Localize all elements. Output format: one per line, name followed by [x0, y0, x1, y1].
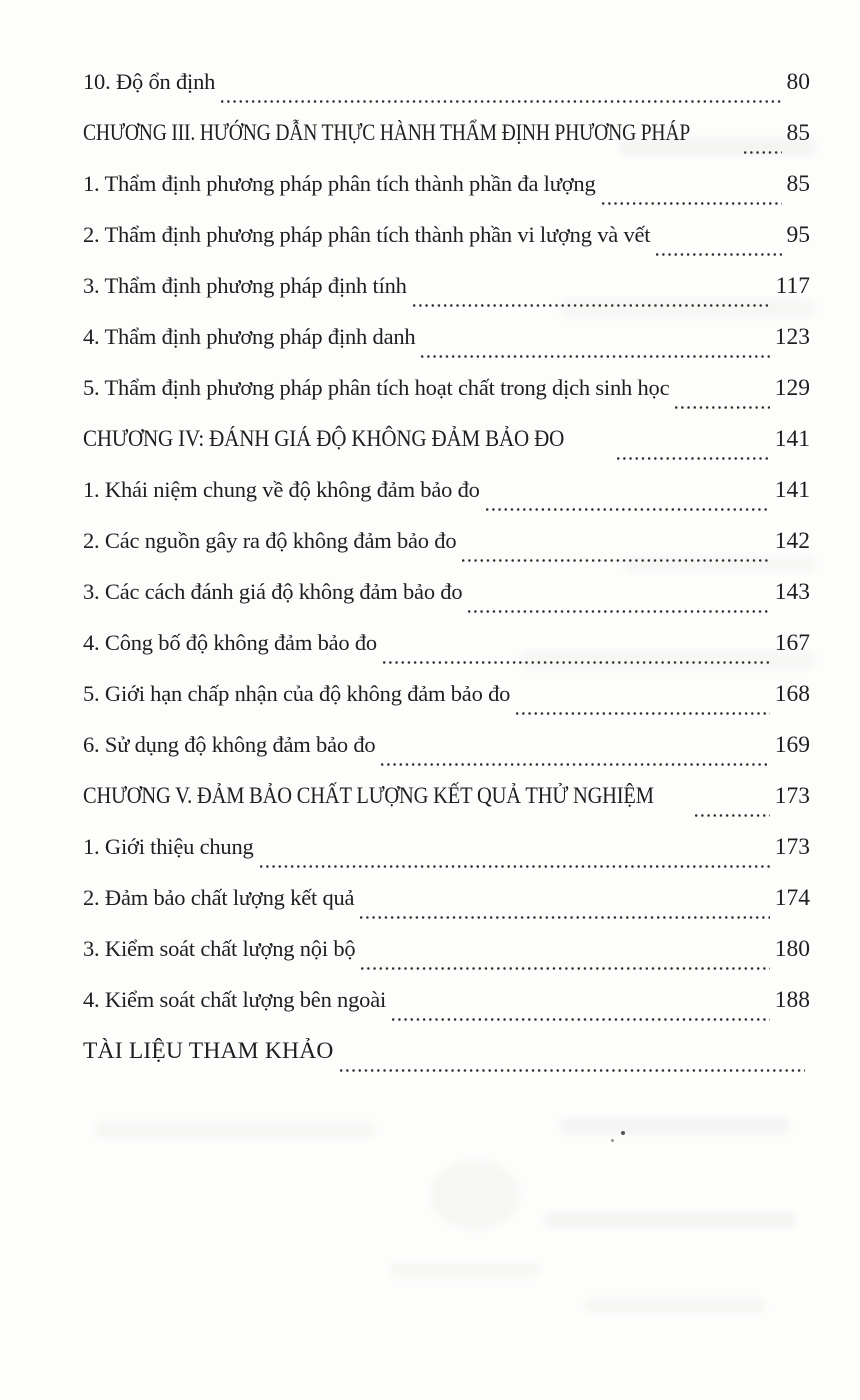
- dot-leader: [744, 151, 782, 154]
- toc-chapter-entry: [83, 783, 810, 834]
- toc-entry-page: 85: [786, 171, 810, 197]
- toc-entry-label: 4. Kiểm soát chất lượng bên ngoài: [83, 987, 387, 1012]
- toc-entry: [83, 834, 810, 885]
- toc-entry-page: 169: [774, 732, 810, 758]
- toc-entry-label: 4. Thẩm định phương pháp định danh: [83, 324, 416, 349]
- toc-entry: [83, 732, 810, 783]
- toc-entry-label: 5. Thẩm định phương pháp phân tích hoạt chất trong dịch sinh học: [83, 375, 670, 400]
- scan-artifact: [390, 1262, 540, 1277]
- toc-entry-page: 188: [774, 987, 810, 1013]
- toc-entry: [83, 273, 810, 324]
- toc-chapter-entry: [83, 426, 810, 477]
- toc-entry-page: 129: [774, 375, 810, 401]
- toc-entry-page: 168: [774, 681, 810, 707]
- toc-entry: [83, 69, 810, 120]
- dot-leader: [516, 712, 770, 715]
- scan-artifact: [545, 1212, 795, 1228]
- scan-artifact: [585, 1298, 765, 1313]
- toc-entry: [83, 375, 810, 426]
- dot-leader: [361, 967, 769, 970]
- toc-entry-label: 4. Công bố độ không đảm bảo đo: [83, 630, 377, 655]
- toc-entry-page: 117: [775, 273, 810, 299]
- toc-entry: [83, 222, 810, 273]
- dot-leader: [421, 355, 769, 358]
- toc-entry: [83, 579, 810, 630]
- scan-artifact: [560, 1118, 790, 1134]
- dot-leader: [360, 916, 769, 919]
- toc-entry-label: TÀI LIỆU THAM KHẢO: [83, 1038, 334, 1064]
- toc-entry-label: CHƯƠNG V. ĐẢM BẢO CHẤT LƯỢNG KẾT QUẢ THỬ NGHIỆM: [83, 783, 654, 808]
- toc-entry-label: 10. Độ ổn định: [83, 69, 216, 94]
- toc-entry-page: 80: [786, 69, 810, 95]
- toc-entry-label: 2. Thẩm định phương pháp phân tích thành phần vi lượng và vết: [83, 222, 651, 247]
- dot-leader: [260, 865, 770, 868]
- toc-entry-page: 173: [774, 783, 810, 809]
- table-of-contents: [83, 69, 810, 1089]
- dot-leader: [617, 457, 770, 460]
- scan-speck: [621, 1131, 625, 1135]
- toc-entry-label: CHƯƠNG IV: ĐÁNH GIÁ ĐỘ KHÔNG ĐẢM BẢO ĐO: [83, 426, 565, 451]
- toc-entry: [83, 885, 810, 936]
- toc-entry: [83, 681, 810, 732]
- toc-entry-label: 1. Giới thiệu chung: [83, 834, 254, 859]
- toc-entry-label: 5. Giới hạn chấp nhận của độ không đảm bảo đo: [83, 681, 511, 706]
- dot-leader: [383, 661, 770, 664]
- dot-leader: [221, 100, 781, 103]
- toc-entry-page: 180: [774, 936, 810, 962]
- toc-entry: [83, 630, 810, 681]
- toc-entry: [83, 171, 810, 222]
- toc-entry-label: 2. Các nguồn gây ra độ không đảm bảo đo: [83, 528, 457, 553]
- toc-entry-page: 142: [774, 528, 810, 554]
- toc-entry-label: CHƯƠNG III. HƯỚNG DẪN THỰC HÀNH THẨM ĐỊNH PHƯƠNG PHÁP: [83, 120, 691, 145]
- dot-leader: [602, 202, 782, 205]
- toc-entry-label: 2. Đảm bảo chất lượng kết quả: [83, 885, 355, 910]
- scan-artifact: [95, 1122, 375, 1138]
- scan-speck: [611, 1139, 614, 1142]
- toc-entry: [83, 324, 810, 375]
- dot-leader: [656, 253, 781, 256]
- toc-entry: [83, 477, 810, 528]
- toc-entry-label: 1. Khái niệm chung về độ không đảm bảo đo: [83, 477, 480, 502]
- dot-leader: [695, 814, 770, 817]
- dot-leader: [381, 763, 769, 766]
- toc-reference-entry: [83, 1038, 810, 1089]
- toc-entry-label: 3. Các cách đánh giá độ không đảm bảo đo: [83, 579, 463, 604]
- toc-entry-page: 174: [774, 885, 810, 911]
- toc-entry-label: 3. Kiểm soát chất lượng nội bộ: [83, 936, 356, 961]
- toc-entry-page: 85: [786, 120, 810, 146]
- toc-entry: [83, 936, 810, 987]
- toc-entry-page: 167: [774, 630, 810, 656]
- toc-entry: [83, 528, 810, 579]
- dot-leader: [486, 508, 770, 511]
- toc-entry-label: 3. Thẩm định phương pháp định tính: [83, 273, 407, 298]
- dot-leader: [340, 1069, 805, 1072]
- toc-chapter-entry: [83, 120, 810, 171]
- dot-leader: [675, 406, 769, 409]
- toc-entry: [83, 987, 810, 1038]
- dot-leader: [468, 610, 769, 613]
- scan-artifact: [430, 1160, 520, 1230]
- dot-leader: [392, 1018, 770, 1021]
- toc-entry-label: 1. Thẩm định phương pháp phân tích thành phần đa lượng: [83, 171, 596, 196]
- toc-entry-page: 141: [774, 477, 810, 503]
- toc-entry-page: 95: [786, 222, 810, 248]
- toc-entry-page: 123: [774, 324, 810, 350]
- toc-entry-page: 143: [774, 579, 810, 605]
- toc-entry-label: 6. Sử dụng độ không đảm bảo đo: [83, 732, 376, 757]
- toc-entry-page: 173: [774, 834, 810, 860]
- dot-leader: [462, 559, 769, 562]
- dot-leader: [413, 304, 771, 307]
- toc-entry-page: 141: [774, 426, 810, 452]
